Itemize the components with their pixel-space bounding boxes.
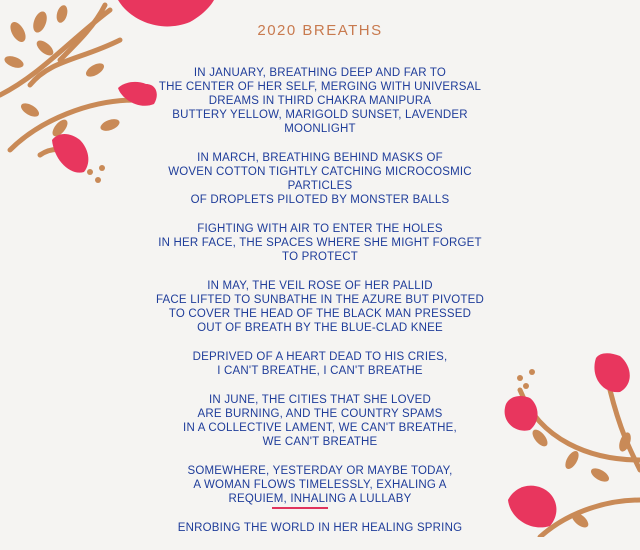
poem-line: DEPRIVED OF A HEART DEAD TO HIS CRIES, xyxy=(192,351,448,363)
poem-line: WOVEN COTTON TIGHTLY CATCHING MICROCOSMIC xyxy=(168,166,472,178)
poem-line: IN MARCH, BREATHING BEHIND MASKS OF xyxy=(197,152,443,164)
poem-line: ENROBING THE WORLD IN HER HEALING SPRING xyxy=(177,522,463,534)
stanza xyxy=(110,66,530,136)
poem-line: ARE BURNING, AND THE COUNTRY SPAMS xyxy=(197,408,443,420)
stanza xyxy=(110,279,530,335)
stanza xyxy=(110,393,530,449)
poem-body xyxy=(110,66,530,550)
poem-line: OF DROPLETS PILOTED BY MONSTER BALLS xyxy=(190,194,450,206)
poem-line: FIGHTING WITH AIR TO ENTER THE HOLES xyxy=(197,223,443,235)
poem-line: IN HER FACE, THE SPACES WHERE SHE MIGHT FORGET xyxy=(158,237,482,249)
poem-line: BUTTERY YELLOW, MARIGOLD SUNSET, LAVENDER xyxy=(172,109,468,121)
divider-rule xyxy=(272,507,328,509)
stanza xyxy=(110,222,530,264)
poem-line: TO PROTECT xyxy=(282,251,358,263)
poem-line: IN JUNE, THE CITIES THAT SHE LOVED xyxy=(209,394,431,406)
stanza xyxy=(110,151,530,207)
stanza xyxy=(110,521,530,535)
poem-line: I CAN'T BREATHE, I CAN'T BREATHE xyxy=(217,365,423,377)
poem-line: IN A COLLECTIVE LAMENT, WE CAN'T BREATHE, xyxy=(183,422,457,434)
poem-line: WE CAN'T BREATHE xyxy=(262,436,378,448)
poem-line: IN MAY, THE VEIL ROSE OF HER PALLID xyxy=(207,280,433,292)
poem-line: PARTICLES xyxy=(287,180,353,192)
poem-line: OUT OF BREATH BY THE BLUE-CLAD KNEE xyxy=(197,322,443,334)
poem-line: THE CENTER OF HER SELF, MERGING WITH UNIVERSAL xyxy=(158,81,482,93)
poem-line: FACE LIFTED TO SUNBATHE IN THE AZURE BUT PIVOTED xyxy=(155,294,485,306)
poem-line: TO COVER THE HEAD OF THE BLACK MAN PRESSED xyxy=(168,308,472,320)
poem-line: SOMEWHERE, YESTERDAY OR MAYBE TODAY, xyxy=(187,465,453,477)
stanza xyxy=(110,350,530,378)
poem-line: MOONLIGHT xyxy=(284,123,356,135)
poem-line: DREAMS IN THIRD CHAKRA MANIPURA xyxy=(208,95,432,107)
poem-title: 2020 BREATHS xyxy=(257,22,383,39)
poem-line: REQUIEM, INHALING A LULLABY xyxy=(228,493,412,505)
stanza xyxy=(110,464,530,506)
poem-line: IN JANUARY, BREATHING DEEP AND FAR TO xyxy=(193,67,447,79)
poem-line: A WOMAN FLOWS TIMELESSLY, EXHALING A xyxy=(193,479,447,491)
